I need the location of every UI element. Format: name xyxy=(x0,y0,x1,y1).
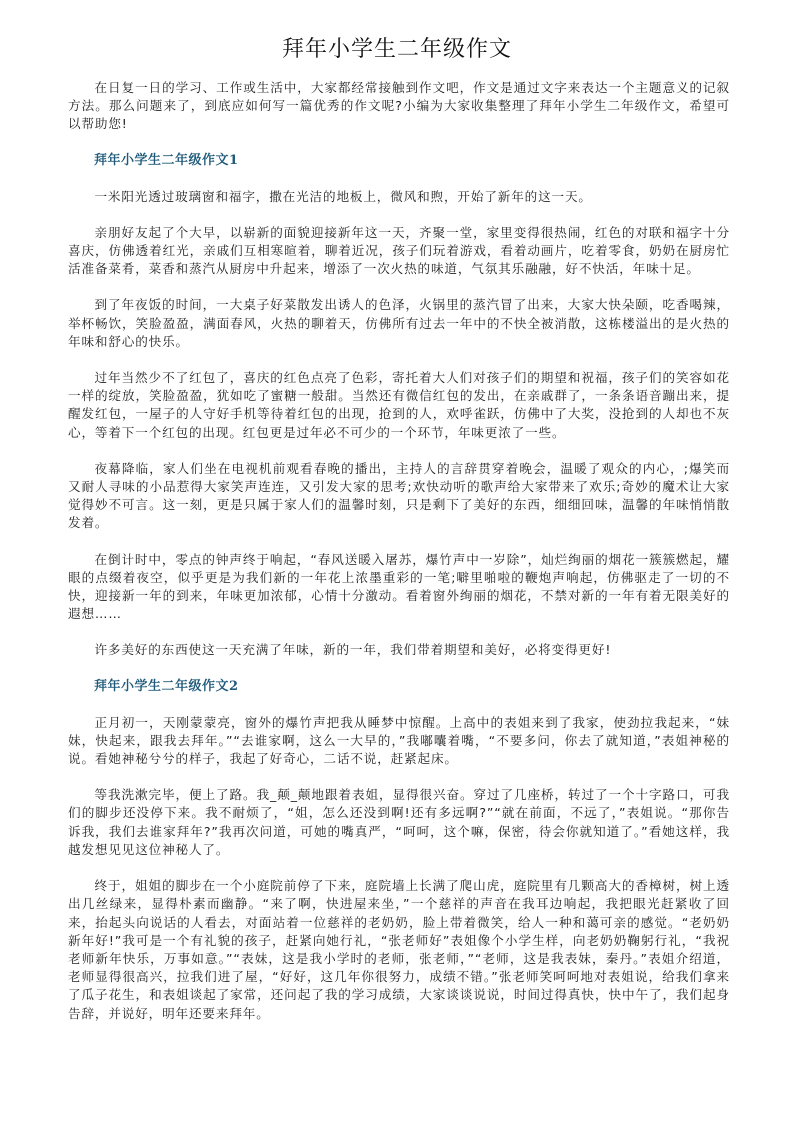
paragraph: 一米阳光透过玻璃窗和福字，撒在光洁的地板上，微风和煦，开始了新年的这一天。 xyxy=(94,188,592,204)
paragraph: 夜幕降临，家人们坐在电视机前观看春晚的播出，主持人的言辞贯穿着晚会，温暖了观众的内心，;爆笑而又耐人寻味的小品惹得大家笑声连连，又引发大家的思考;欢快动听的歌声给大家带来了欢乐;奇妙的魔术让大家觉得妙不可言。这一刻，更是只属于家人们的温馨时刻，只是剩下了美好的东西，细细回味，温馨的年味悄悄散发着。 xyxy=(68,460,730,531)
paragraph: 亲朋好友起了个大早，以崭新的面貌迎接新年这一天，齐聚一堂，家里变得很热闹，红色的对联和福字十分喜庆，仿佛透着红光，亲戚们互相寒暄着，聊着近况，孩子们玩着游戏，看着动画片，吃着零食，奶奶在厨房忙活准备菜肴，菜香和蒸汽从厨房中升起来，增添了一次火热的味道，气氛其乐融融，好不快活，年味十足。 xyxy=(68,224,730,277)
intro-paragraph: 在日复一日的学习、工作或生活中，大家都经常接触到作文吧，作文是通过文字来表达一个主题意义的记叙方法。那么问题来了，到底应如何写一篇优秀的作文呢?小编为大家收集整理了拜年小学生二年级作文，希望可以帮助您! xyxy=(68,80,730,132)
document-title: 拜年小学生二年级作文 xyxy=(281,37,512,62)
paragraph: 在倒计时中，零点的钟声终于响起，“春风送暖入屠苏，爆竹声中一岁除”，灿烂绚丽的烟花一簇簇燃起，耀眼的点缀着夜空，似乎更是为我们新的一年花上浓墨重彩的一笔;噼里啪啦的鞭炮声响起，仿佛驱走了一切的不快，迎接新一年的到来，年味更加浓郁，心情十分激动。看着窗外绚丽的烟花，不禁对新的一年有着无限美好的遐想…… xyxy=(68,551,730,622)
paragraph: 正月初一，天刚蒙蒙亮，窗外的爆竹声把我从睡梦中惊醒。上高中的表姐来到了我家，使劲拉我起来，“妹妹，快起来，跟我去拜年。”“去谁家啊，这么一大早的，”我嘟囔着嘴，“不要多问，你去了就知道，”表姐神秘的说。看她神秘兮兮的样子，我起了好奇心，二话不说，赶紧起床。 xyxy=(68,714,730,767)
paragraph: 终于，姐姐的脚步在一个小庭院前停了下来，庭院墙上长满了爬山虎，庭院里有几颗高大的香樟树，树上透出几丝绿来，显得朴素而幽静。“来了啊，快进屋来坐，”一个慈祥的声音在我耳边响起，我把眼光赶紧收了回来，抬起头向说话的人看去，对面站着一位慈祥的老奶奶，脸上带着微笑，给人一种和蔼可亲的感觉。“老奶奶新年好!”我可是一个有礼貌的孩子，赶紧向她行礼，“张老师好”表姐像个小学生样，向老奶奶鞠躬行礼，“我祝老师新年快乐，万事如意。”“表妹，这是我小学时的老师，张老师，”“老师，这是我表妹，秦丹。”表姐介绍道，老师显得很高兴，拉我们进了屋，“好好，这几年你很努力，成绩不错。”张老师笑呵呵地对表姐说，给我们拿来了瓜子花生，和表姐谈起了家常，还问起了我的学习成绩，大家谈谈说说，时间过得真快，快中午了，我们起身告辞，并说好，明年还要来拜年。 xyxy=(68,878,730,1021)
essay-2-heading: 拜年小学生二年级作文2 xyxy=(94,678,239,694)
paragraph: 许多美好的东西使这一天充满了年味，新的一年，我们带着期望和美好，必将变得更好! xyxy=(94,642,612,658)
paragraph: 到了年夜饭的时间，一大桌子好菜散发出诱人的色泽，火锅里的蒸汽冒了出来，大家大快朵颐，吃香喝辣，举杯畅饮，笑脸盈盈，满面春风，火热的聊着天，仿佛所有过去一年中的不快全被消散，这栋楼溢出的是火热的年味和舒心的快乐。 xyxy=(68,297,730,349)
essay-1-heading: 拜年小学生二年级作文1 xyxy=(94,152,239,168)
paragraph: 过年当然少不了红包了，喜庆的红色点亮了色彩，寄托着大人们对孩子们的期望和祝福，孩子们的笑容如花一样的绽放，笑脸盈盈，犹如吃了蜜糖一般甜。当然还有微信红包的发出，在亲戚群了，一条条语音蹦出来，提醒发红包，一屋子的人守好手机等待着红包的出现，抢到的人，欢呼雀跃，仿佛中了大奖，没抢到的人却也不灰心，等着下一个红包的出现。红包更是过年必不可少的一个环节，年味更浓了一些。 xyxy=(68,370,730,440)
paragraph: 等我洗漱完毕，便上了路。我_颠_颠地跟着表姐，显得很兴奋。穿过了几座桥，转过了一个十字路口，可我们的脚步还没停下来。我不耐烦了，“姐，怎么还没到啊!还有多远啊?”“就在前面，不远了，”表姐说。“那你告诉我，我们去谁家拜年?”我再次问道，可她的嘴真严，“呵呵，这个嘛，保密，待会你就知道了。”看她这样，我越发想见见这位神秘人了。 xyxy=(68,787,730,857)
document-body xyxy=(68,79,730,1041)
